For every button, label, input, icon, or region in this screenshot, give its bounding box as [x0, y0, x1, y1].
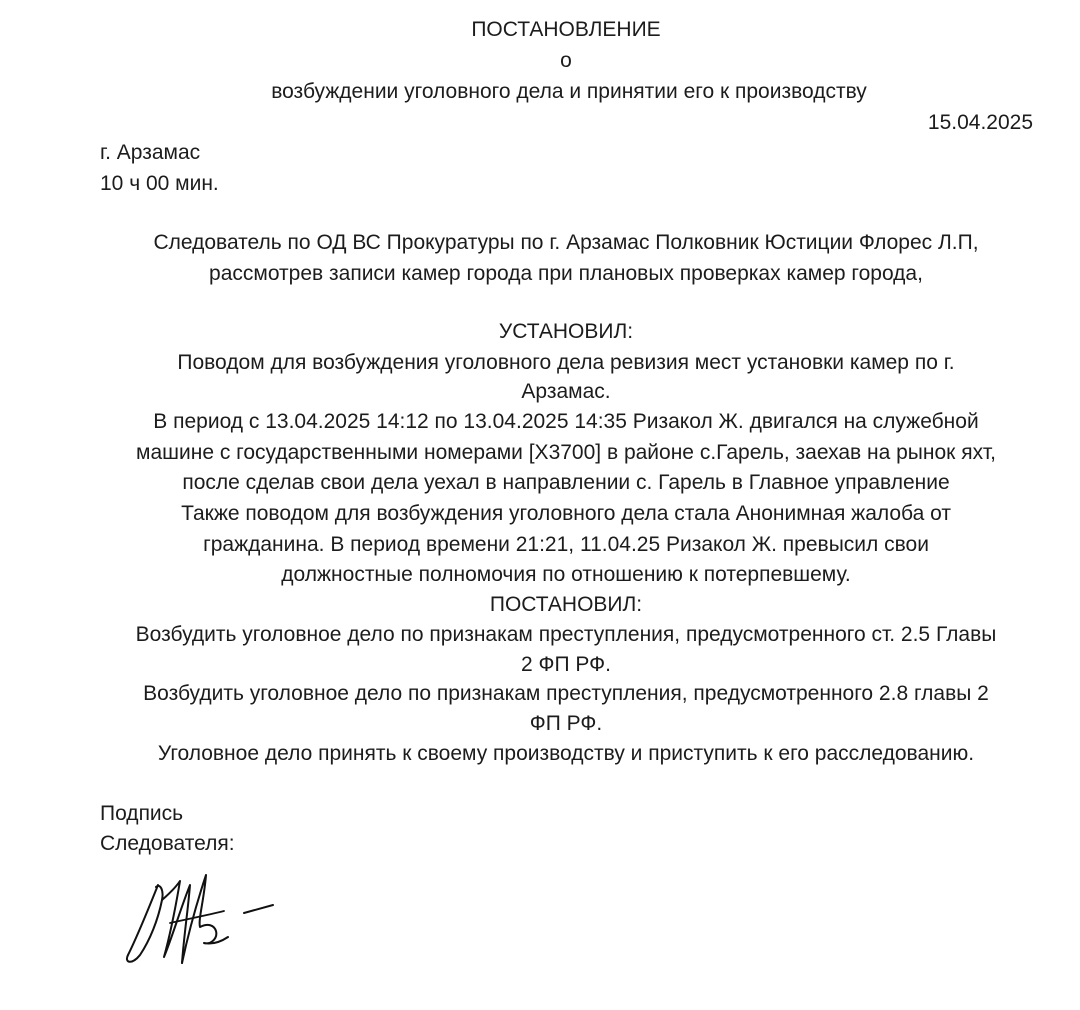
- established-line: машине с государственными номерами [X3700] в районе с.Гарель, заехав на рынок яхт,: [136, 441, 996, 464]
- handwritten-signature: [118, 865, 278, 970]
- decided-line: ФП РФ.: [529, 712, 603, 735]
- established-line: В период с 13.04.2025 14:12 по 13.04.2025 14:35 Ризакол Ж. двигался на служебной: [153, 410, 979, 433]
- established-line: Арзамас.: [521, 380, 611, 403]
- established-line: гражданина. В период времени 21:21, 11.04.25 Ризакол Ж. превысил свои: [203, 533, 929, 556]
- intro-line-1: Следователь по ОД ВС Прокуратуры по г. Арзамас Полковник Юстиции Флорес Л.П,: [153, 231, 979, 254]
- established-heading: УСТАНОВИЛ:: [498, 320, 634, 343]
- document-title: ПОСТАНОВЛЕНИЕ: [471, 18, 661, 41]
- document-date: 15.04.2025: [927, 111, 1033, 134]
- document-subtitle: возбуждении уголовного дела и принятии его к производству: [271, 80, 867, 103]
- established-line: Также поводом для возбуждения уголовного дела стала Анонимная жалоба от: [181, 502, 951, 525]
- established-line: Поводом для возбуждения уголовного дела ревизия мест установки камер по г.: [177, 351, 955, 374]
- intro-line-2: рассмотрев записи камер города при плановых проверках камер города,: [209, 262, 923, 285]
- signature-label: Подпись: [100, 802, 184, 825]
- decided-line: Уголовное дело принять к своему производству и приступить к его расследованию.: [157, 742, 975, 765]
- document-place: г. Арзамас: [100, 141, 201, 164]
- decided-heading: ПОСТАНОВИЛ:: [489, 593, 643, 616]
- document-subtitle-prep: о: [560, 49, 572, 72]
- established-line: после сделав свои дела уехал в направлении с. Гарель в Главное управление: [182, 471, 950, 494]
- signature-label-investigator: Следователя:: [100, 832, 235, 855]
- established-line: должностные полномочия по отношению к потерпевшему.: [281, 563, 851, 586]
- decided-line: 2 ФП РФ.: [521, 653, 611, 676]
- decided-line: Возбудить уголовное дело по признакам преступления, предусмотренного 2.8 главы 2: [143, 682, 989, 705]
- document-time: 10 ч 00 мин.: [100, 172, 219, 195]
- decided-line: Возбудить уголовное дело по признакам преступления, предусмотренного ст. 2.5 Главы: [135, 623, 997, 646]
